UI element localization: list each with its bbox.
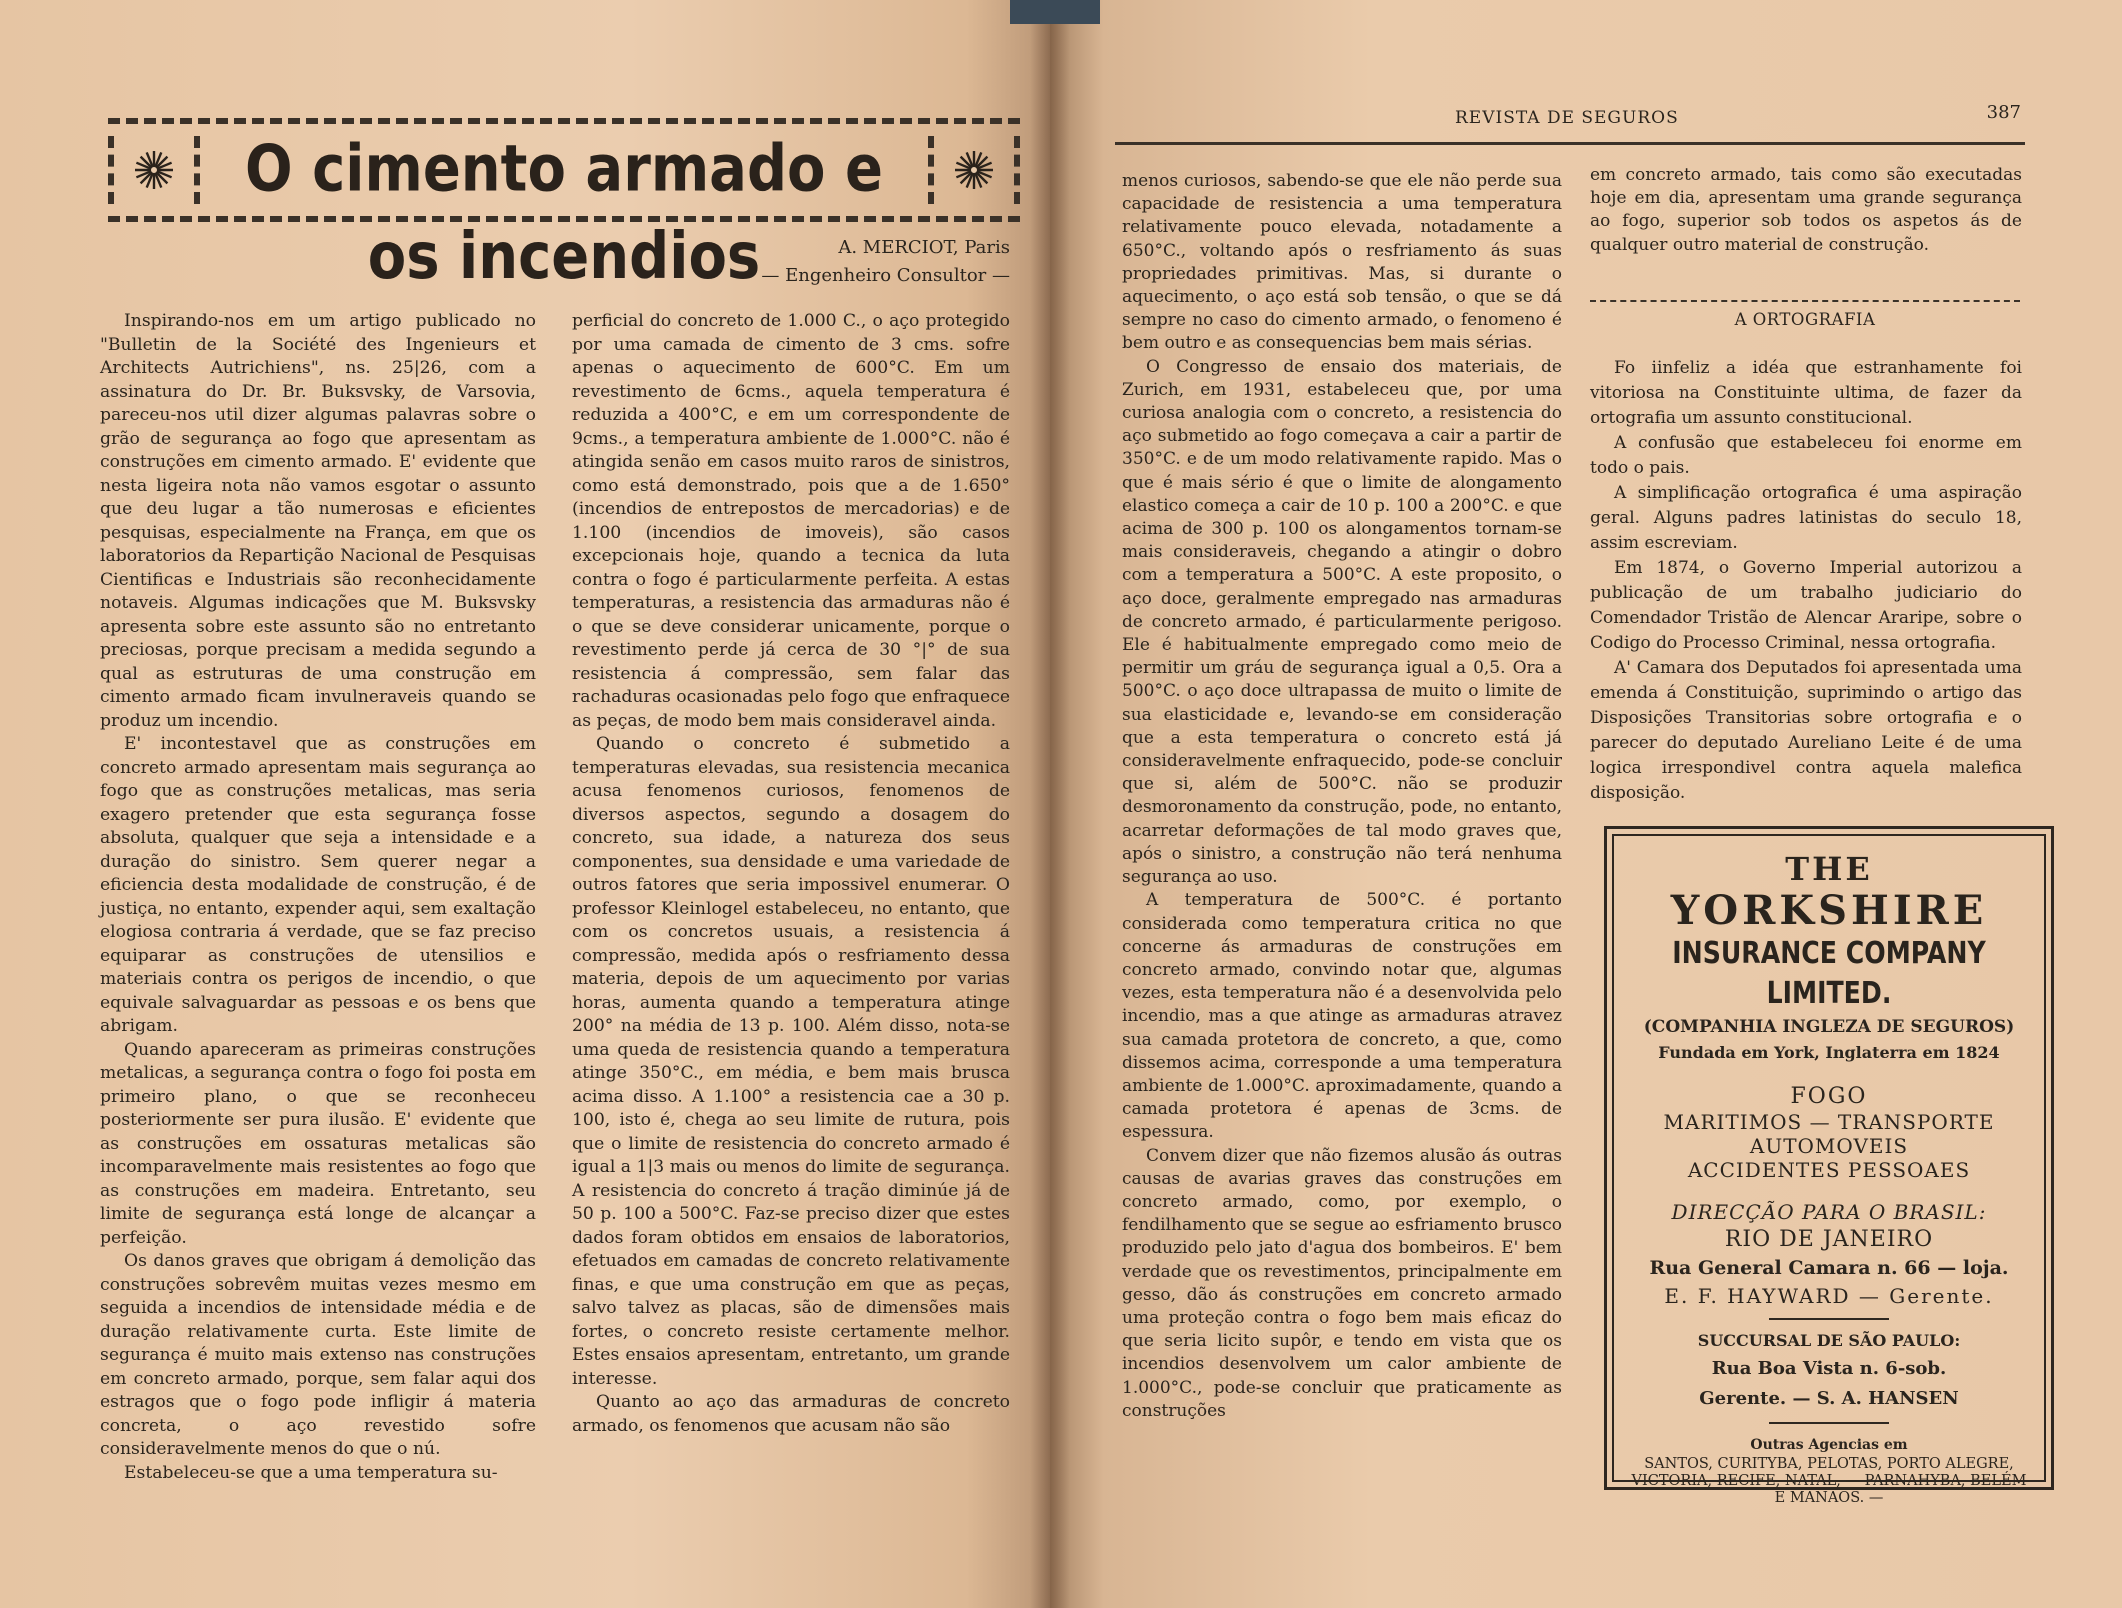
ad-divider	[1769, 1318, 1889, 1320]
author-role: — Engenheiro Consultor —	[761, 265, 1010, 286]
paragraph: Estabeleceu-se que a uma temperatura su-	[124, 1462, 498, 1483]
paragraph: A confusão que estabeleceu foi enorme em todo o pais.	[1590, 433, 2022, 478]
paragraph: O Congresso de ensaio dos materiais, de Zurich, em 1931, estabeleceu que, por uma curiosa analogia com o concreto, a resistencia do aço submetido ao fogo começava a cair a partir de 350°C. e de um modo relativamente rapido. Mas o que é mais sério é que o limite de alongamento elastico começa a cair de 10 p. 100 a 200°C. e que acima de 300 p. 100 os alongamentos tornam-se mais consideraveis, chegando a atingir o dobro com a temperatura a 500°C. A este proposito, o aço doce, geralmente empregado nas armaduras de concreto armado, é particularmente perigoso. Ele é habitualmente empregado como meio de permitir um gráu de segurança igual a 0,5. Ora a 500°C. o aço doce ultrapassa de muito o limite de sua elasticidade e, levando-se em consideração que a esta temperatura o concreto está já consideravelmente enfraquecido, pode-se concluir que si, além de 500°C. não se produzir desmoronamento da construção, pode, no entanto, acarretar deformações de tal modo graves que, após o sinistro, a construção não terá nenhuma segurança ao uso.	[1122, 356, 1562, 888]
ad-line-fogo: FOGO	[1790, 1084, 1868, 1109]
ad-manager: E. F. HAYWARD — Gerente.	[1664, 1284, 1994, 1308]
article-column-3	[1122, 170, 1562, 1423]
magazine-title: REVISTA DE SEGUROS	[1455, 108, 1679, 128]
ad-agencies-list: SANTOS, CURITYBA, PELOTAS, PORTO ALEGRE, VICTORIA, RECIFE, NATAL, — PARNAHYBA, BELÉM E MANAOS. —	[1631, 1456, 2027, 1506]
ad-the: THE	[1785, 850, 1873, 888]
ortografia-column	[1590, 356, 2022, 806]
paragraph: A' Camara dos Deputados foi apresentada uma emenda á Constituição, suprimindo o artigo das Disposições Transitorias sobre ortografia e o parecer do deputado Aureliano Leite é de uma logica irrespondivel contra aquela malefica disposição.	[1590, 658, 2022, 803]
yorkshire-advertisement	[1604, 826, 2054, 1506]
ad-branch-address: Rua Boa Vista n. 6-sob.	[1711, 1358, 1947, 1379]
ad-line-maritimos: MARITIMOS — TRANSPORTE	[1663, 1110, 1995, 1134]
paragraph: E' incontestavel que as construções em concreto armado apresentam mais segurança ao fogo que as construções metalicas, mas seria exagero pretender que esta segurança fosse absoluta, qualquer que seja a intensidade e a duração do sinistro. Sem querer negar a eficiencia desta modalidade de construção, é de justiça, no entanto, expender aqui, sem exaltação elogiosa contraria á verdade, que se faz preciso equiparar as construções de utensilios e materiais contra os perigos de incendio, o que equivale salvaguardar as pessoas e os bens que abrigam.	[100, 734, 536, 1036]
ad-founded: Fundada em York, Inglaterra em 1824	[1658, 1043, 2000, 1062]
author-name: A. MERCIOT, Paris	[838, 237, 1010, 258]
paragraph: Inspirando-nos em um artigo publicado no "Bulletin de la Société des Ingenieurs et Architects Autrichiens", ns. 25|26, com a assinatura do Dr. Br. Buksvsky, de Varsovia, pareceu-nos util dizer algumas palavras sobre o grão de segurança ao fogo que apresentam as construções em cimento armado. E' evidente que nesta ligeira nota não vamos esgotar o assunto que deu lugar a tão numerosas e eficientes pesquisas, especialmente na França, em que os laboratorios da Repartição Nacional de Pesquisas Cientificas e Industriais são reconhecidamente notaveis. Algumas indicações que M. Buksvsky apresenta sobre este assunto são no entretanto preciosas, porque precisam a medida segundo a qual as estruturas de uma construção em cimento armado ficam invulneraveis quando se produz um incendio.	[100, 311, 536, 731]
ad-agencies-title: Outras Agencias em	[1750, 1437, 1908, 1453]
running-head	[1115, 102, 2025, 145]
paragraph: Em 1874, o Governo Imperial autorizou a publicação de um trabalho judiciario do Comendador Tristão de Alencar Araripe, sobre o Codigo do Processo Criminal, nessa ortografia.	[1590, 558, 2022, 653]
paragraph: Fo iinfeliz a idéa que estranhamente foi vitoriosa na Constituinte ultima, de fazer da ortografia um assunto constitucional.	[1590, 358, 2022, 428]
paragraph: Convem dizer que não fizemos alusão ás outras causas de avarias graves das construções em concreto armado, como, por exemplo, o fendilhamento que se segue ao esfriamento brusco produzido pelo jato d'agua dos bombeiros. E' bem verdade que os revestimentos, principalmente em gesso, dão ás construções em concreto armado uma proteção contra o fogo bem mais eficaz do que seria licito supôr, e tendo em vista que os incendios desenvolvem um calor ambiente de 1.000°C., pode-se concluir que praticamente as construções	[1122, 1145, 1562, 1421]
ad-city: RIO DE JANEIRO	[1724, 1227, 1934, 1252]
ad-brand: YORKSHIRE	[1670, 887, 1988, 934]
paragraph: Quando apareceram as primeiras construções metalicas, a segurança contra o fogo foi posta em primeiro plano, o que se reconheceu posteriormente ser pura ilusão. E' evidente que as construções em ossaturas metalicas são incomparavelmente mais resistentes ao fogo que as construções em madeira. Entretanto, seu limite de segurança está longe de alcançar a perfeição.	[100, 1039, 536, 1248]
section-title: A ORTOGRAFIA	[1734, 310, 1876, 329]
paragraph: em concreto armado, tais como são executadas hoje em dia, apresentam uma grande segurança ao fogo, superior sob todos os aspetos ás de qualquer outro material de construção.	[1590, 165, 2022, 255]
section-divider	[1590, 300, 2020, 302]
ad-address: Rua General Camara n. 66 — loja.	[1649, 1257, 2009, 1279]
paragraph: perficial do concreto de 1.000 C., o aço protegido por uma camada de cimento de 3 cms. sofre apenas o aquecimento de 600°C. Em um revestimento de 6cms., aquela temperatura é reduzida a 400°C, e em um correspondente de 9cms., a temperatura ambiente de 1.000°C. não é atingida senão em casos muito raros de sinistros, como está demonstrado, pois que a de 1.650° (incendios de entrepostos de mercadorias) e de 1.100 (incendios de imoveis), são casos excepcionais hoje, quando a tecnica da luta contra o fogo é particularmente perfeita. A estas temperaturas, a resistencia das armaduras não é o que se deve considerar unicamente, porque o revestimento perde já cerca de 30 °|° de sua resistencia á compressão, sem falar das rachaduras ocasionadas pelo fogo que enfraquece as peças, de modo bem mais consideravel ainda.	[572, 311, 1010, 731]
left-page	[0, 0, 1050, 1608]
ad-branch-title: SUCCURSAL DE SÃO PAULO:	[1697, 1331, 1961, 1350]
article-column-1	[100, 310, 536, 1485]
paragraph: Os danos graves que obrigam á demolição das construções sobrevêm muitas vezes mesmo em seguida a incendios de intensidade média e de duração relativamente curta. Este limite de segurança é muito mais extenso nas construções em concreto armado, porque, sem falar aqui dos estragos que o fogo pode infligir á materia concreta, o aço revestido sofre consideravelmente menos do que o nú.	[100, 1251, 536, 1459]
book-gutter	[1030, 0, 1070, 1608]
ad-divider	[1769, 1422, 1889, 1424]
book-binding	[1010, 0, 1100, 24]
ad-line-automoveis: AUTOMOVEIS	[1749, 1134, 1909, 1158]
paragraph: A temperatura de 500°C. é portanto considerada como temperatura critica no que concerne ás armaduras de construções em concreto armado, convindo notar que, algumas vezes, esta temperatura não é a desenvolvida pelo incendio, mas a que atinge as armaduras atravez sua camada protetora de concreto, a que, como dissemos acima, corresponde a uma temperatura ambiente de 1.000°C. aproximadamente, quando a camada protetora é apenas de 3cms. de espessura.	[1122, 890, 1562, 1143]
ad-company: INSURANCE COMPANY LIMITED.	[1672, 936, 1986, 1011]
ad-branch-manager: Gerente. — S. A. HANSEN	[1699, 1388, 1959, 1409]
ad-direction: DIRECÇÃO PARA O BRASIL:	[1671, 1200, 1987, 1224]
paragraph: Quando o concreto é submetido a temperaturas elevadas, sua resistencia mecanica acusa fenomenos curiosos, fenomenos de diversos aspectos, segundo a dosagem do concreto, sua idade, a natureza dos seus componentes, sua densidade e uma variedade de outros fatores que seria impossivel enumerar. O professor Kleinlogel estabeleceu, no entanto, que com os concretos usuais, a resistencia á compressão, medida após o resfriamento dessa materia, depois de um aquecimento por varias horas, aumenta quando a temperatura atinge 200° na média de 13 p. 100. Além disso, nota-se uma queda de resistencia quando a temperatura atinge 350°C., em média, e bem mais brusca acima disso. A 1.100° a resistencia cae a 30 p. 100, isto é, chega ao seu limite de rutura, pois que o limite de resistencia do concreto armado é igual a 1|3 mais ou menos do limite de segurança. A resistencia do concreto á tração diminúe já de 50 p. 100 a 500°C. Faz-se preciso dizer que estes dados foram obtidos em ensaios de laboratorios, efetuados em camadas de concreto relativamente finas, e que uma construção em que as peças, salvo talvez as placas, são de dimensões mais fortes, o concreto resiste certamente melhor. Estes ensaios apresentam, entretanto, um grande interesse.	[572, 734, 1010, 1389]
sunburst-ornament-icon	[108, 136, 200, 204]
article-title: O cimento armado e os incendios	[244, 132, 883, 295]
sunburst-ornament-icon	[928, 136, 1020, 204]
ad-line-accidentes: ACCIDENTES PESSOAES	[1687, 1158, 1971, 1182]
paragraph: A simplificação ortografica é uma aspiração geral. Alguns padres latinistas do seculo 18, assim escreviam.	[1590, 483, 2022, 553]
page-number: 387	[1986, 102, 2021, 123]
paragraph: Quanto ao aço das armaduras de concreto armado, os fenomenos que acusam não são	[572, 1392, 1010, 1436]
article-column-2	[572, 310, 1010, 1438]
paragraph: menos curiosos, sabendo-se que ele não perde sua capacidade de resistencia a uma temperatura relativamente pouco elevada, notadamente a 650°C., voltando após o resfriamento ás suas propriedades primitivas. Mas, si durante o aquecimento, o aço está sob tensão, o que se dá sempre no caso do cimento armado, o fenomeno é bem outro e as consequencias bem mais sérias.	[1122, 171, 1562, 354]
article-column-4	[1590, 164, 2022, 257]
ad-subtitle: (COMPANHIA INGLEZA DE SEGUROS)	[1643, 1017, 2015, 1037]
advertisement-inner-frame	[1612, 834, 2046, 1506]
